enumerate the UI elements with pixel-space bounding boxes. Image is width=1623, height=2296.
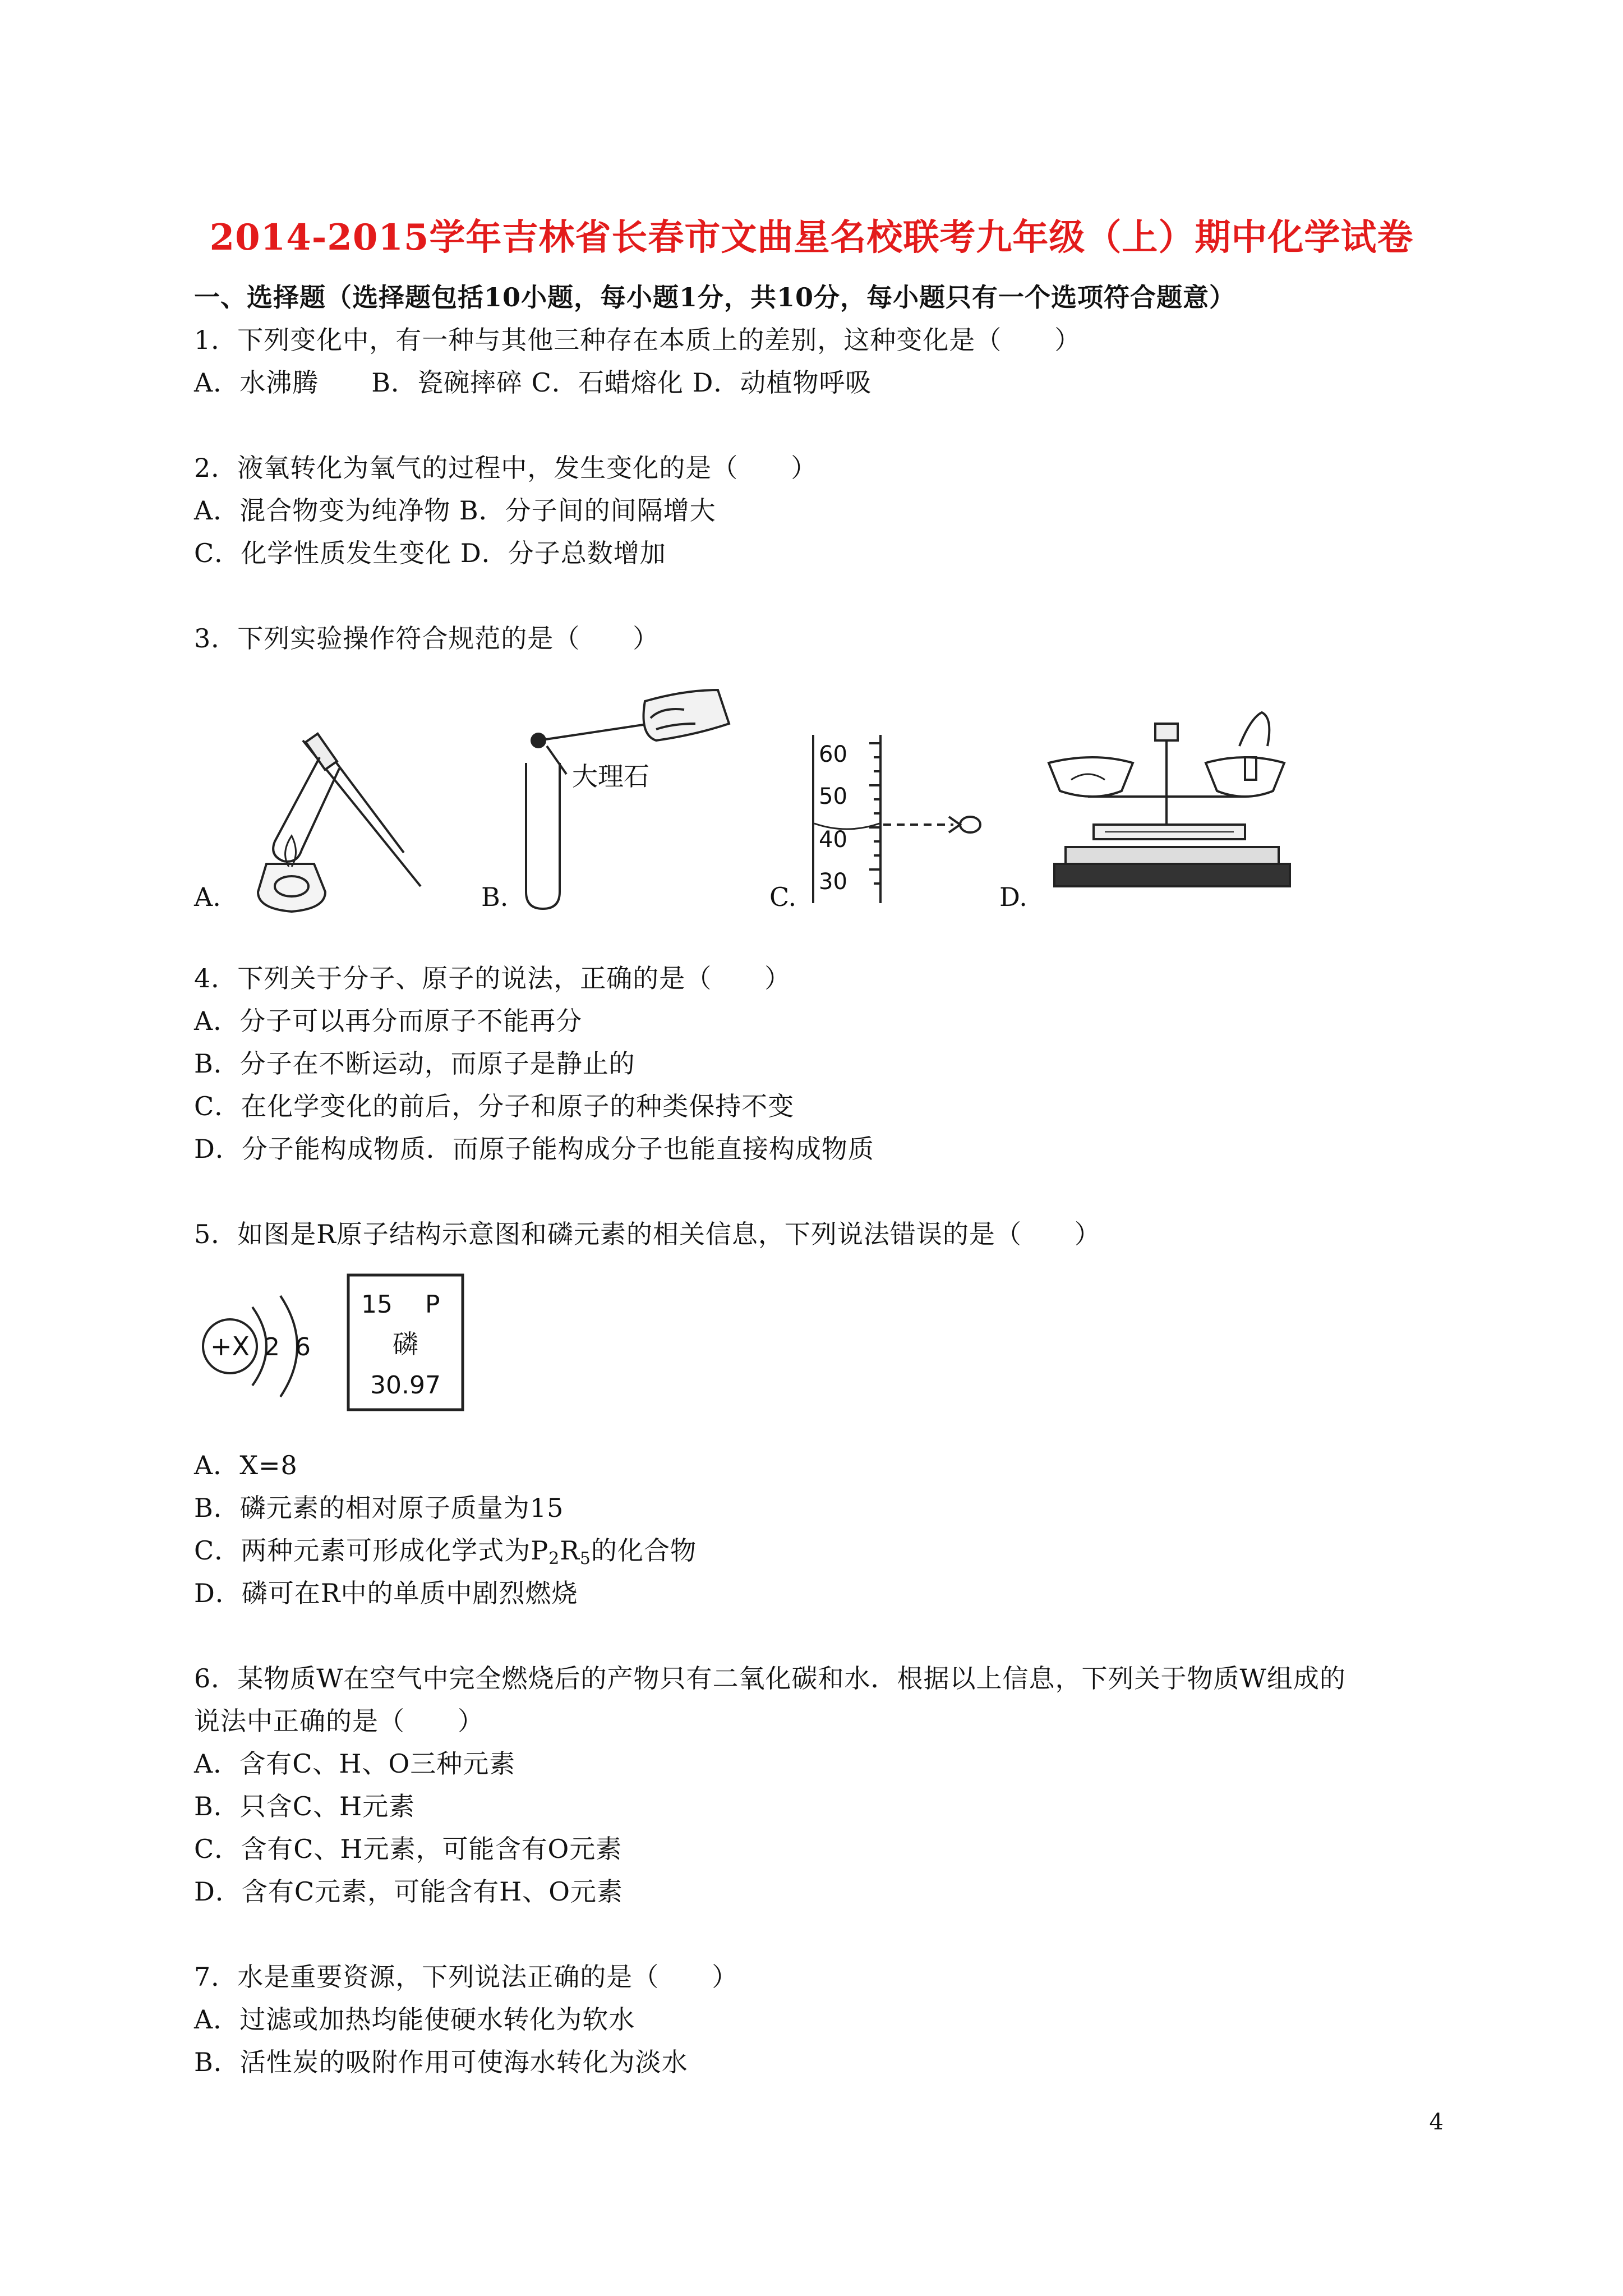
page-number: 4 (1429, 2109, 1444, 2135)
test-tube-heating-figure (236, 724, 437, 920)
q3-option-a-label: A. (194, 882, 221, 912)
q3-option-d-label: D. (999, 882, 1027, 912)
phosphorus-element-card (347, 1273, 464, 1411)
marble-label: 大理石 (572, 761, 649, 792)
q4-option-c: C．在化学变化的前后，分子和原子的种类保持不变 (194, 1091, 795, 1121)
q4-option-a: A．分子可以再分而原子不能再分 (194, 1006, 583, 1036)
element-mass: 30.97 (370, 1371, 441, 1400)
cylinder-tick-30: 30 (819, 869, 847, 895)
q3-option-c-label: C. (769, 882, 797, 912)
q2-options-row2: C．化学性质发生变化 D．分子总数增加 (194, 538, 666, 568)
atom-nucleus-label: +X (210, 1331, 250, 1361)
element-name: 磷 (393, 1329, 418, 1359)
exam-title: 2014-2015学年吉林省长春市文曲星名校联考九年级（上）期中化学试卷 (209, 217, 1414, 259)
atom-shell-1: 2 (264, 1333, 280, 1361)
q4-option-b: B．分子在不断运动，而原子是静止的 (194, 1048, 635, 1079)
q4-option-d: D．分子能构成物质．而原子能构成分子也能直接构成物质 (194, 1134, 874, 1164)
cylinder-tick-40: 40 (819, 827, 847, 853)
q7-option-b: B．活性炭的吸附作用可使海水转化为淡水 (194, 2047, 688, 2077)
q6-stem-line1: 6．某物质W在空气中完全燃烧后的产物只有二氧化碳和水．根据以上信息，下列关于物质W组成的 (194, 1663, 1346, 1694)
q5-option-a: A．X=8 (194, 1450, 298, 1480)
cylinder-tick-60: 60 (819, 742, 847, 767)
section-heading: 一、选择题（选择题包括10小题，每小题1分，共10分，每小题只有一个选项符合题意） (194, 282, 1236, 312)
q4-stem: 4．下列关于分子、原子的说法，正确的是（ ） (194, 963, 791, 993)
q6-option-a: A．含有C、H、O三种元素 (194, 1749, 516, 1779)
graduated-cylinder-figure (802, 735, 993, 914)
q5-option-c-prefix: C．两种元素可形成化学式为P (194, 1535, 549, 1566)
element-number: 15 (361, 1290, 393, 1319)
q5-option-c (194, 1534, 697, 1576)
q3-option-b-label: B. (481, 882, 509, 912)
q6-option-c: C．含有C、H元素，可能含有O元素 (194, 1834, 623, 1864)
q5-option-d: D．磷可在R中的单质中剧烈燃烧 (194, 1578, 578, 1608)
balance-scale-figure (1043, 701, 1312, 920)
q5-option-b: B．磷元素的相对原子质量为15 (194, 1493, 564, 1523)
q1-stem: 1．下列变化中，有一种与其他三种存在本质上的差别，这种变化是（ ） (194, 325, 1081, 355)
q5-option-c-sub1: 2 (548, 1549, 560, 1568)
q7-stem: 7．水是重要资源，下列说法正确的是（ ） (194, 1962, 739, 1992)
atom-structure-diagram (191, 1273, 353, 1408)
q1-options: A．水沸腾 B．瓷碗摔碎 C．石蜡熔化 D．动植物呼吸 (194, 367, 872, 398)
q5-option-c-mid: R (560, 1535, 580, 1566)
marble-test-tube-figure (516, 668, 740, 914)
q5-option-c-sub2: 5 (579, 1549, 591, 1568)
q5-option-c-suffix: 的化合物 (591, 1535, 697, 1566)
q5-stem: 5．如图是R原子结构示意图和磷元素的相关信息，下列说法错误的是（ ） (194, 1219, 1101, 1249)
q6-stem-line2: 说法中正确的是（ ） (194, 1706, 484, 1736)
q6-option-d: D．含有C元素，可能含有H、O元素 (194, 1876, 623, 1907)
q2-stem: 2．液氧转化为氧气的过程中，发生变化的是（ ） (194, 453, 818, 483)
atom-shell-2: 6 (295, 1333, 311, 1361)
q6-option-b: B．只含C、H元素 (194, 1791, 416, 1821)
q3-stem: 3．下列实验操作符合规范的是（ ） (194, 623, 660, 654)
cylinder-tick-50: 50 (819, 784, 847, 809)
q7-option-a: A．过滤或加热均能使硬水转化为软水 (194, 2004, 635, 2035)
q2-options-row1: A．混合物变为纯净物 B．分子间的间隔增大 (194, 495, 716, 526)
element-symbol: P (425, 1290, 440, 1319)
